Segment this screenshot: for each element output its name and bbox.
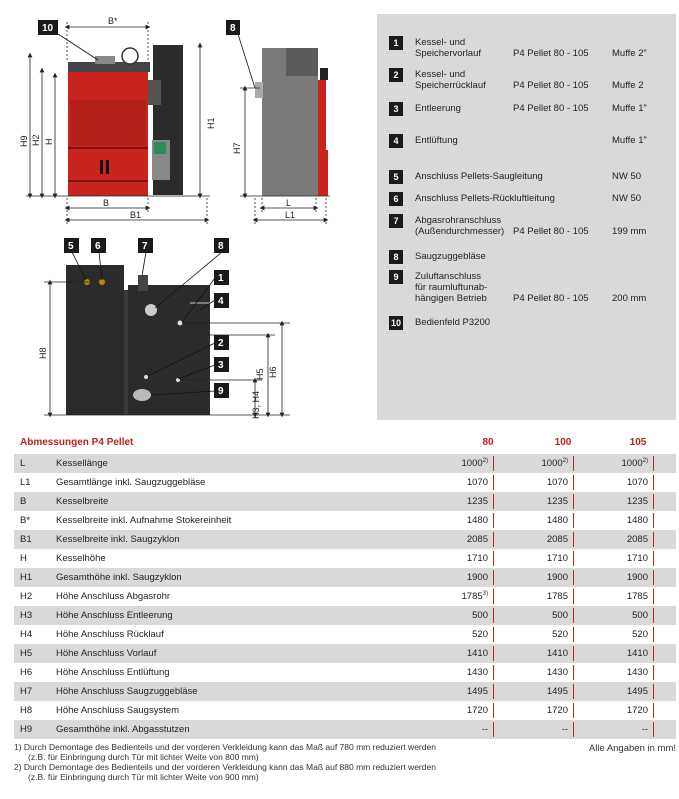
value-80: 1710 <box>466 553 488 565</box>
column-separator <box>573 494 574 509</box>
dimensions-title: Abmessungen P4 Pellet <box>20 437 134 448</box>
value-100: 1430 <box>546 667 568 679</box>
dimension-description: Höhe Anschluss Saugsystem <box>56 705 180 716</box>
value-105: 500 <box>632 610 648 622</box>
dimension-description: Kessellänge <box>56 458 108 469</box>
value-100: 1720 <box>546 705 568 717</box>
value-100: 2085 <box>546 534 568 546</box>
legend-connection: Muffe 2” <box>612 48 647 59</box>
legend-description: Entleerung <box>415 103 461 114</box>
dimension-description: Gesamthöhe inkl. Abgasstutzen <box>56 724 190 735</box>
value-105: 1720 <box>626 705 648 717</box>
dimension-row-l1 <box>14 473 676 492</box>
column-separator <box>493 551 494 566</box>
column-separator <box>653 475 654 490</box>
badge-4 <box>214 293 229 308</box>
dimension-description: Höhe Anschluss Abgasrohr <box>56 591 171 602</box>
legend-connection: NW 50 <box>612 171 642 182</box>
column-separator <box>653 532 654 547</box>
legend-number: 6 <box>389 192 403 206</box>
dimension-row-h3 <box>14 606 676 625</box>
value-100: 520 <box>552 629 568 641</box>
front-view-drawing <box>68 45 183 196</box>
svg-text:8: 8 <box>230 23 236 34</box>
model-80-header: 80 <box>482 437 494 448</box>
column-separator <box>573 475 574 490</box>
value-100: 1710 <box>546 553 568 565</box>
value-80: 1900 <box>466 572 488 584</box>
value-80: 1000$^{2)}$ <box>461 458 488 470</box>
dimension-key: H1 <box>20 572 33 583</box>
column-separator <box>573 513 574 528</box>
footnote-2: 2) Durch Demontage des Bedienteils und der vorderen Verkleidung kann das Maß auf 880 mm reduziert werden <box>14 762 436 772</box>
value-105: 520 <box>632 629 648 641</box>
footnotes <box>14 742 676 782</box>
column-separator <box>573 627 574 642</box>
column-separator <box>493 684 494 699</box>
legend-number: 7 <box>389 214 403 228</box>
legend-model: P4 Pellet 80 - 105 <box>513 103 589 114</box>
legend-connection: NW 50 <box>612 193 642 204</box>
column-separator <box>653 551 654 566</box>
value-105: 1235 <box>626 496 648 508</box>
value-105: 1495 <box>626 686 648 698</box>
dimension-key: H9 <box>20 724 33 735</box>
column-separator <box>653 589 654 604</box>
dimension-description: Höhe Anschluss Saugzuggebläse <box>56 686 198 697</box>
svg-text:4: 4 <box>218 296 224 307</box>
column-separator <box>493 627 494 642</box>
column-separator <box>493 570 494 585</box>
dim-label-bstar: B* <box>108 16 118 26</box>
legend-connection: Muffe 1” <box>612 135 647 146</box>
legend-model: P4 Pellet 80 - 105 <box>513 293 589 304</box>
dimension-key: H4 <box>20 629 33 640</box>
column-separator <box>573 703 574 718</box>
value-80: 1480 <box>466 515 488 527</box>
dim-label-h2: H2 <box>31 134 41 146</box>
badge-5 <box>64 238 79 253</box>
column-separator <box>653 627 654 642</box>
value-100: 1480 <box>546 515 568 527</box>
legend-connection: 199 mm <box>612 226 647 237</box>
badge-10 <box>38 20 58 35</box>
dimension-row-l <box>14 454 676 473</box>
dimension-row-bstar <box>14 511 676 530</box>
legend-number: 4 <box>389 134 403 148</box>
legend-model: P4 Pellet 80 - 105 <box>513 226 589 237</box>
column-separator <box>573 646 574 661</box>
value-80: 1430 <box>466 667 488 679</box>
legend-number: 1 <box>389 36 403 50</box>
legend-model: P4 Pellet 80 - 105 <box>513 80 589 91</box>
legend-connection: 200 mm <box>612 293 647 304</box>
dim-label-h3-h4: H3, H4 <box>251 390 261 419</box>
dimension-row-b <box>14 492 676 511</box>
dimension-key: H7 <box>20 686 33 697</box>
svg-text:1: 1 <box>218 273 224 284</box>
value-80: 1785$^{3)}$ <box>461 591 488 603</box>
dimensions-rows <box>14 454 676 739</box>
dimensions-table <box>14 434 676 739</box>
badge-9 <box>214 383 229 398</box>
column-separator <box>653 665 654 680</box>
value-80: 2085 <box>466 534 488 546</box>
dimension-description: Kesselbreite inkl. Saugzyklon <box>56 534 180 545</box>
badge-6 <box>91 238 106 253</box>
value-105: 1785 <box>626 591 648 603</box>
column-separator <box>653 570 654 585</box>
value-100: -- <box>561 724 568 736</box>
legend-number: 8 <box>389 250 403 264</box>
legend-number: 9 <box>389 270 403 284</box>
dimension-row-h1 <box>14 568 676 587</box>
dimension-row-h6 <box>14 663 676 682</box>
value-80: -- <box>481 724 488 736</box>
column-separator <box>493 665 494 680</box>
dim-label-b1: B1 <box>130 210 142 220</box>
value-80: 1070 <box>466 477 488 489</box>
badge-2 <box>214 335 229 350</box>
column-separator <box>653 494 654 509</box>
column-separator <box>493 494 494 509</box>
technical-drawings <box>0 0 375 425</box>
badge-7 <box>138 238 153 253</box>
value-100: 1900 <box>546 572 568 584</box>
svg-text:5: 5 <box>68 241 74 252</box>
column-separator <box>493 589 494 604</box>
value-100: 500 <box>552 610 568 622</box>
value-105: 1430 <box>626 667 648 679</box>
value-105: 1410 <box>626 648 648 660</box>
column-separator <box>493 703 494 718</box>
value-105: 1710 <box>626 553 648 565</box>
column-separator <box>493 475 494 490</box>
model-105-header: 105 <box>629 437 647 448</box>
value-105: 2085 <box>626 534 648 546</box>
dim-label-h1: H1 <box>206 117 216 129</box>
column-separator <box>573 722 574 737</box>
dimension-key: H6 <box>20 667 33 678</box>
dim-label-h8: H8 <box>38 347 48 359</box>
legend-description: Abgasrohranschluss (Außendurchmesser) <box>415 215 505 237</box>
legend-number: 5 <box>389 170 403 184</box>
dimension-row-h5 <box>14 644 676 663</box>
value-100: 1070 <box>546 477 568 489</box>
column-separator <box>653 513 654 528</box>
column-separator <box>653 722 654 737</box>
column-separator <box>653 456 654 471</box>
footnote-1-sub: (z.B. für Einbringung durch Tür mit lichter Weite von 800 mm) <box>28 752 259 762</box>
dimension-description: Höhe Anschluss Rücklauf <box>56 629 164 640</box>
value-80: 500 <box>472 610 488 622</box>
value-80: 1410 <box>466 648 488 660</box>
value-80: 1235 <box>466 496 488 508</box>
column-separator <box>573 684 574 699</box>
dim-label-l1: L1 <box>285 210 296 220</box>
dimension-key: H3 <box>20 610 33 621</box>
dimension-row-b1 <box>14 530 676 549</box>
svg-text:7: 7 <box>142 241 148 252</box>
dimension-key: L <box>20 458 26 469</box>
value-100: 1000$^{2)}$ <box>541 458 568 470</box>
dimension-description: Höhe Anschluss Vorlauf <box>56 648 157 659</box>
column-separator <box>653 646 654 661</box>
legend-description: Anschluss Pellets-Saugleitung <box>415 171 543 182</box>
value-105: 1480 <box>626 515 648 527</box>
dim-label-b: B <box>103 198 110 208</box>
dimension-key: H2 <box>20 591 33 602</box>
dimension-description: Höhe Anschluss Entleerung <box>56 610 173 621</box>
dimension-row-h <box>14 549 676 568</box>
side-view-drawing <box>255 48 328 196</box>
dimension-row-h4 <box>14 625 676 644</box>
dim-label-h: H <box>44 138 54 145</box>
column-separator <box>573 551 574 566</box>
connection-legend-panel <box>377 14 676 420</box>
dimension-description: Gesamthöhe inkl. Saugzyklon <box>56 572 182 583</box>
dim-label-h9: H9 <box>19 135 29 147</box>
legend-number: 10 <box>390 318 401 328</box>
column-separator <box>493 513 494 528</box>
column-separator <box>573 456 574 471</box>
dimension-row-h7 <box>14 682 676 701</box>
dimension-description: Höhe Anschluss Entlüftung <box>56 667 170 678</box>
legend-connection: Muffe 2 <box>612 80 644 91</box>
legend-description: Anschluss Pellets-Rückluftleitung <box>415 193 555 204</box>
column-separator <box>493 532 494 547</box>
column-separator <box>653 703 654 718</box>
column-separator <box>573 665 574 680</box>
dimension-description: Kesselbreite <box>56 496 109 507</box>
dim-label-h5: H5 <box>255 368 265 380</box>
footnote-1: 1) Durch Demontage des Bedienteils und der vorderen Verkleidung kann das Maß auf 780 mm reduziert werden <box>14 742 436 752</box>
svg-text:3: 3 <box>218 360 224 371</box>
legend-description: Saugzuggebläse <box>415 251 486 262</box>
column-separator <box>653 608 654 623</box>
dimension-key: B1 <box>20 534 32 545</box>
value-80: 1495 <box>466 686 488 698</box>
value-80: 1720 <box>466 705 488 717</box>
legend-description: Kessel- und Speicherrücklauf <box>415 69 486 91</box>
dimension-key: B* <box>20 515 31 526</box>
svg-text:8: 8 <box>218 241 224 252</box>
column-separator <box>573 589 574 604</box>
dim-label-l: L <box>286 198 292 208</box>
svg-text:10: 10 <box>42 23 54 34</box>
dimension-description: Kesselbreite inkl. Aufnahme Stokereinheit <box>56 515 232 526</box>
value-80: 520 <box>472 629 488 641</box>
dimension-key: B <box>20 496 27 507</box>
svg-text:9: 9 <box>218 386 224 397</box>
column-separator <box>493 646 494 661</box>
badge-8-top <box>214 238 229 253</box>
legend-model: P4 Pellet 80 - 105 <box>513 48 589 59</box>
value-105: -- <box>641 724 648 736</box>
badge-3 <box>214 357 229 372</box>
dimension-key: L1 <box>20 477 31 488</box>
column-separator <box>493 722 494 737</box>
legend-number: 2 <box>389 68 403 82</box>
value-105: 1000$^{2)}$ <box>621 458 648 470</box>
svg-text:2: 2 <box>218 338 224 349</box>
all-units-note: Alle Angaben in mm! <box>588 743 676 754</box>
svg-text:6: 6 <box>95 241 101 252</box>
value-100: 1410 <box>546 648 568 660</box>
dimension-key: H8 <box>20 705 33 716</box>
badge-1 <box>214 270 229 285</box>
dimension-description: Kesselhöhe <box>56 553 106 564</box>
column-separator <box>573 570 574 585</box>
legend-description: Zuluftanschluss für raumluftunab- hängigen Betrieb <box>415 271 488 304</box>
dimension-key: H5 <box>20 648 33 659</box>
column-separator <box>653 684 654 699</box>
value-100: 1495 <box>546 686 568 698</box>
footnote-2-sub: (z.B. für Einbringung durch Tür mit lichter Weite von 900 mm) <box>28 772 259 782</box>
value-105: 1900 <box>626 572 648 584</box>
dimensions-header <box>14 434 676 454</box>
column-separator <box>573 608 574 623</box>
legend-description: Entlüftung <box>415 135 458 146</box>
dimension-key: H <box>20 553 27 564</box>
legend-description: Kessel- und Speichervorlauf <box>415 37 482 59</box>
legend-connection: Muffe 1” <box>612 103 647 114</box>
badge-8-side <box>226 20 240 35</box>
value-105: 1070 <box>626 477 648 489</box>
dim-label-h6: H6 <box>268 366 278 378</box>
value-100: 1785 <box>546 591 568 603</box>
dimension-row-h9 <box>14 720 676 739</box>
dimension-description: Gesamtlänge inkl. Saugzuggebläse <box>56 477 206 488</box>
column-separator <box>493 456 494 471</box>
column-separator <box>493 608 494 623</box>
model-100-header: 100 <box>554 437 572 448</box>
dimension-row-h2 <box>14 587 676 606</box>
dimension-row-h8 <box>14 701 676 720</box>
column-separator <box>573 532 574 547</box>
dim-label-h7: H7 <box>232 142 242 154</box>
value-100: 1235 <box>546 496 568 508</box>
legend-description: Bedienfeld P3200 <box>415 317 491 328</box>
legend-number: 3 <box>389 102 403 116</box>
